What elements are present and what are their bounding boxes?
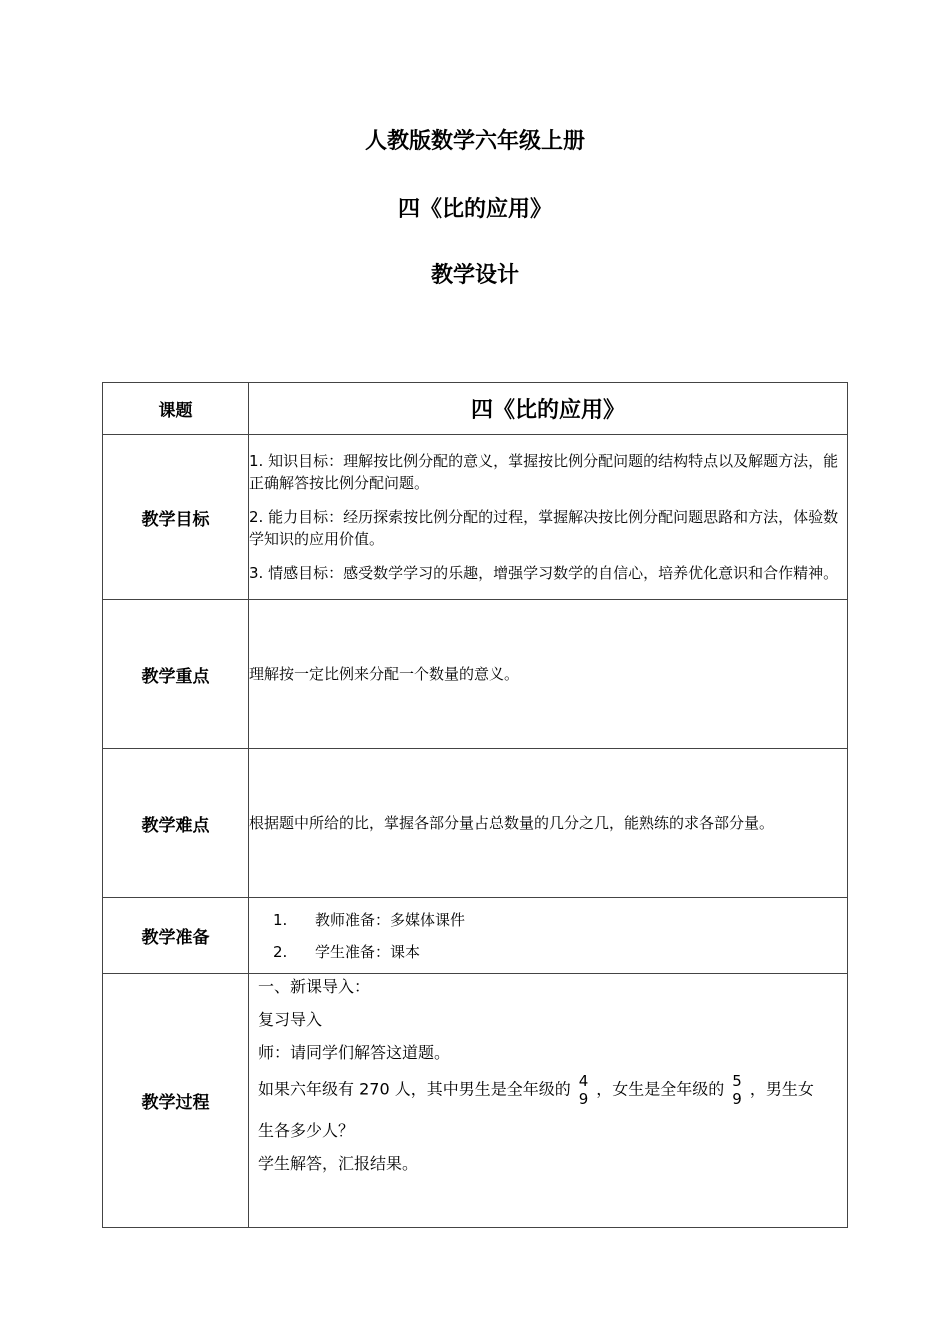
prep-item-text: 教师准备：多媒体课件: [315, 910, 466, 929]
fraction-numerator: 4: [578, 1072, 589, 1090]
fraction-denominator: 9: [732, 1090, 742, 1108]
goals-row: [103, 435, 848, 600]
process-question: [258, 1072, 839, 1108]
process-row: [103, 974, 848, 1228]
preparation-row: [103, 898, 848, 974]
process-teacher-prompt: 师：请同学们解答这道题。: [258, 1043, 451, 1062]
question-text-part1: 如果六年级有 270 人，其中男生是全年级的: [258, 1079, 571, 1099]
topic-row: [103, 383, 848, 435]
preparation-content: [249, 898, 848, 974]
topic-label: 课题: [103, 383, 249, 435]
lesson-plan-table: [102, 382, 848, 1228]
topic-value: 四《比的应用》: [249, 383, 848, 435]
process-section-heading: 一、新课导入：: [258, 977, 371, 996]
difficulty-content: 根据题中所给的比，掌握各部分量占总数量的几分之几，能熟练的求各部分量。: [249, 749, 848, 898]
prep-item-number: 2.: [273, 942, 288, 961]
prep-item-number: 1.: [273, 910, 288, 929]
key-point-row: [103, 600, 848, 749]
process-label: 教学过程: [103, 974, 249, 1228]
key-point-content: 理解按一定比例来分配一个数量的意义。: [249, 600, 848, 749]
preparation-label: 教学准备: [103, 898, 249, 974]
key-point-label: 教学重点: [103, 600, 249, 749]
fraction-girls: [732, 1072, 742, 1108]
question-text-part2: ，女生是全年级的: [596, 1079, 725, 1099]
fraction-boys: [579, 1072, 589, 1108]
fraction-numerator: 5: [732, 1072, 742, 1090]
goals-content: [249, 435, 848, 600]
process-student-answer: 学生解答，汇报结果。: [258, 1154, 419, 1173]
goal-item-knowledge: 1. 知识目标：理解按比例分配的意义，掌握按比例分配问题的结构特点以及解题方法，能正确解答按比例分配问题。: [249, 452, 839, 492]
prep-item-student: [249, 941, 847, 963]
document-title: 人教版数学六年级上册: [364, 129, 585, 154]
difficulty-row: [103, 749, 848, 898]
question-text-part3: ，男生女: [749, 1079, 814, 1099]
goal-item-emotion: 3. 情感目标：感受数学学习的乐趣，增强学习数学的自信心，培养优化意识和合作精神。: [249, 564, 839, 582]
difficulty-label: 教学难点: [103, 749, 249, 898]
process-question-continued: 生各多少人？: [258, 1121, 355, 1140]
process-review-intro: 复习导入: [258, 1010, 323, 1029]
goals-label: 教学目标: [103, 435, 249, 600]
goal-item-ability: 2. 能力目标：经历探索按比例分配的过程，掌握解决按比例分配问题思路和方法，体验数学知识的应用价值。: [249, 508, 839, 548]
prep-item-text: 学生准备：课本: [315, 942, 421, 961]
document-subtitle: 教学设计: [430, 263, 519, 288]
fraction-denominator: 9: [578, 1090, 589, 1108]
process-content: [249, 974, 848, 1228]
prep-item-teacher: [249, 909, 847, 931]
lesson-title: 四《比的应用》: [397, 197, 552, 222]
